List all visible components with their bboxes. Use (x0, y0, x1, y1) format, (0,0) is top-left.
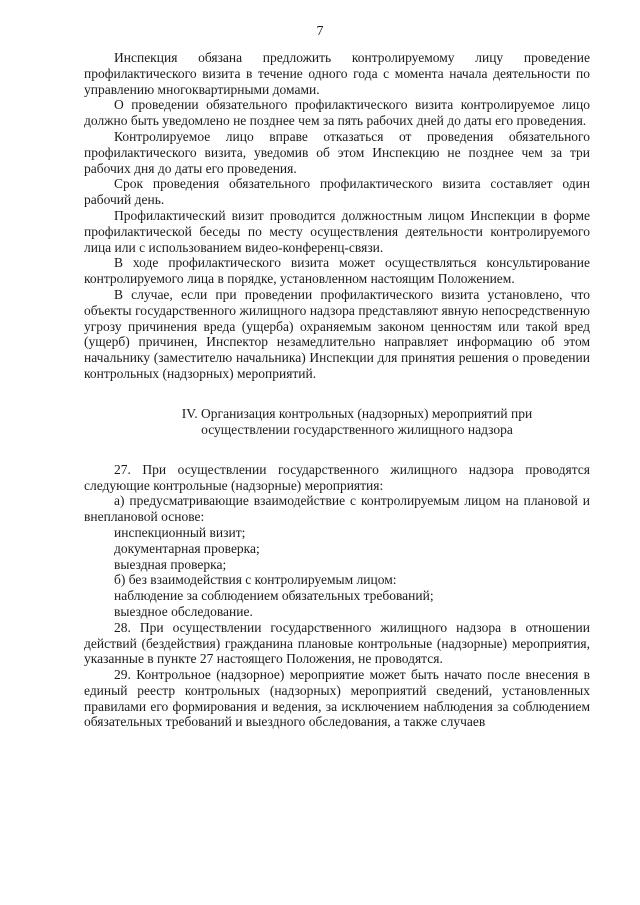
paragraph-27: 27. При осуществлении государственного жилищного надзора проводятся следующие контрольные (надзорные) мероприятия: (84, 461, 590, 493)
page-number: 7 (316, 24, 324, 39)
paragraph-refusal: Контролируемое лицо вправе отказаться от проведения обязательного профилактического визита, уведомив об этом Инспекцию не позднее чем за три рабочих дня до даты его проведения. (84, 128, 590, 176)
paragraph-notification: О проведении обязательного профилактического визита контролируемое лицо должно быть уведомлено не позднее чем за пять рабочих дней до даты его проведения. (84, 97, 590, 129)
paragraph-27-a: а) предусматривающие взаимодействие с контролируемым лицом на плановой и внеплановой основе: (84, 493, 590, 525)
paragraph-29: 29. Контрольное (надзорное) мероприятие может быть начато после внесения в единый реестр контрольных (надзорных) мероприятий сведений, установленных правилами его формирования и ведения, за исключением наблюдения за соблюдением обязательных требований и выездного обследования, а также случаев (84, 667, 590, 730)
paragraph-visit-form: Профилактический визит проводится должностным лицом Инспекции в форме профилактической беседы по месту осуществления деятельности контролируемого лица или с использованием видео-конференц-связи. (84, 207, 590, 255)
paragraph-duration: Срок проведения обязательного профилактического визита составляет один рабочий день. (84, 176, 590, 208)
list-item-observation: наблюдение за соблюдением обязательных требований; (114, 588, 434, 604)
list-item-field-check: выездная проверка; (114, 556, 227, 572)
paragraph-threat: В случае, если при проведении профилактического визита установлено, что объекты государственного жилищного надзора представляют явную непосредственную угрозу причинения вреда (ущерба) охраняемым законом ценностям или такой вред (ущерб) причинен, Инспектор незамедлительно направляет информацию об этом начальнику (заместителю начальника) Инспекции для принятия решения о проведении контрольных (надзорных) мероприятий. (84, 286, 590, 381)
paragraph-28: 28. При осуществлении государственного жилищного надзора в отношении действий (бездействия) гражданина плановые контрольные (надзорные) мероприятия, указанные в пункте 27 настоящего Положения, не проводятся. (84, 619, 590, 667)
section-heading (84, 406, 590, 438)
list-item-inspection-visit: инспекционный визит; (114, 524, 246, 540)
document-body (84, 50, 590, 730)
paragraph-offer-visit: Инспекция обязана предложить контролируемому лицу проведение профилактического визита в течение одного года с момента начала деятельности по управлению многоквартирными домами. (84, 50, 590, 97)
list-item-documentary-check: документарная проверка; (114, 540, 260, 556)
section-heading-line-1: IV. Организация контрольных (надзорных) мероприятий при (181, 405, 533, 421)
paragraph-consulting: В ходе профилактического визита может осуществляться консультирование контролируемого лица в порядке, установленном настоящим Положением. (84, 255, 590, 287)
section-heading-line-2: осуществлении государственного жилищного надзора (201, 421, 513, 437)
list-item-field-survey: выездное обследование. (114, 603, 253, 619)
paragraph-27-b: б) без взаимодействия с контролируемым лицом: (114, 572, 397, 588)
